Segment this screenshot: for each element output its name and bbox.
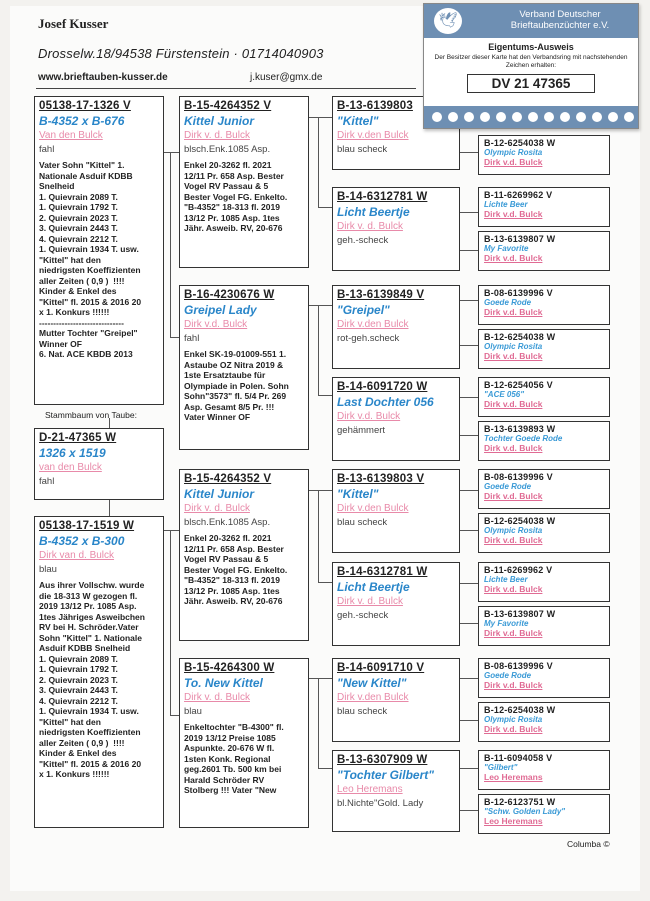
pigeon-name: My Favorite bbox=[484, 619, 529, 628]
pigeon-name: "Gilbert" bbox=[484, 763, 518, 772]
sire-card[interactable] bbox=[34, 96, 164, 405]
pigeon-name: "Kittel" bbox=[337, 114, 379, 128]
grandsire-paternal-card[interactable] bbox=[179, 96, 309, 268]
pigeon-name: Goede Rode bbox=[484, 298, 532, 307]
ring-number: B-12-6254038 W bbox=[484, 705, 556, 715]
ancestor-card[interactable] bbox=[332, 469, 460, 553]
great-grandparent-card[interactable] bbox=[478, 231, 610, 271]
ring-number: B-13-6139807 W bbox=[484, 609, 556, 619]
breeder-name: Dirk v. d. Bulck bbox=[184, 692, 250, 703]
ring-number: B-11-6269962 V bbox=[484, 190, 553, 200]
decorative-band bbox=[424, 106, 638, 128]
great-grandparent-card[interactable] bbox=[478, 794, 610, 834]
breeder-name: Dirk v.d. Bulck bbox=[484, 628, 543, 638]
pigeon-color: gehämmert bbox=[337, 425, 386, 436]
ring-number: D-21-47365 W bbox=[39, 432, 117, 444]
connector-line bbox=[170, 337, 179, 338]
subject-pigeon-card[interactable] bbox=[34, 428, 164, 500]
connector-line bbox=[460, 720, 478, 721]
great-grandparent-card[interactable] bbox=[478, 750, 610, 790]
breeder-name: van den Bulck bbox=[39, 462, 102, 473]
ancestor-card[interactable] bbox=[332, 285, 460, 369]
connector-line bbox=[460, 678, 478, 679]
ring-number: B-16-4230676 W bbox=[184, 289, 275, 301]
breeder-name: Dirk v. d. Bulck bbox=[337, 221, 403, 232]
pigeon-name: "Kittel" bbox=[337, 487, 379, 501]
breeder-name: Dirk v.d. Bulck bbox=[484, 535, 543, 545]
breeder-name: Dirk v.d. Bulck bbox=[484, 491, 543, 501]
pigeon-name: Last Dochter 056 bbox=[337, 395, 434, 409]
connector-line bbox=[309, 117, 332, 118]
connector-line bbox=[170, 715, 179, 716]
connector-line bbox=[460, 250, 478, 251]
connector-line bbox=[460, 435, 478, 436]
breeder-name: Dirk v.d. Bulck bbox=[484, 724, 543, 734]
ownership-card bbox=[423, 3, 639, 129]
grandsire-maternal-card[interactable] bbox=[179, 469, 309, 641]
great-grandparent-card[interactable] bbox=[478, 562, 610, 602]
pigeon-name: "Schw. Golden Lady" bbox=[484, 807, 566, 816]
ring-number: B-15-4264352 V bbox=[184, 100, 272, 112]
breeder-name: Dirk v.d. Bulck bbox=[484, 209, 543, 219]
connector-line bbox=[460, 212, 478, 213]
breeder-name: Dirk v.d. Bulck bbox=[484, 157, 543, 167]
granddam-paternal-card[interactable] bbox=[179, 285, 309, 450]
great-grandparent-card[interactable] bbox=[478, 377, 610, 417]
connector-line bbox=[318, 582, 332, 583]
pigeon-name: Tochter Goede Rode bbox=[484, 434, 563, 443]
pigeon-color: fahl bbox=[39, 144, 55, 155]
great-grandparent-card[interactable] bbox=[478, 421, 610, 461]
ring-number: B-12-6254056 V bbox=[484, 380, 553, 390]
connector-line bbox=[318, 305, 319, 395]
breeder-name: Dirk v.den Bulck bbox=[337, 130, 409, 141]
ring-number: B-13-6139803 V bbox=[337, 473, 425, 485]
breeder-name: Leo Heremans bbox=[337, 784, 403, 795]
ring-number: B-08-6139996 V bbox=[484, 661, 553, 671]
pigeon-color: rot-geh.scheck bbox=[337, 333, 400, 344]
pigeon-name: B-4352 x B-300 bbox=[39, 534, 125, 548]
ring-number: B-13-6307909 W bbox=[337, 754, 428, 766]
pigeon-color: blau bbox=[39, 564, 57, 575]
breeder-name: Dirk v.d. Bulck bbox=[184, 319, 248, 330]
pigeon-color: bl.Nichte"Gold. Lady bbox=[337, 798, 424, 809]
pigeon-name: "Greipel" bbox=[337, 303, 390, 317]
email-link[interactable]: j.kuser@gmx.de bbox=[250, 72, 323, 83]
pigeon-name: My Favorite bbox=[484, 244, 529, 253]
pigeon-name: Licht Beertje bbox=[337, 580, 410, 594]
ring-number: 05138-17-1326 V bbox=[39, 100, 131, 112]
ownership-card-title: Eigentums-Ausweis bbox=[488, 42, 574, 52]
connector-line bbox=[170, 530, 171, 715]
ring-number: B-08-6139996 V bbox=[484, 288, 553, 298]
pigeon-name: Goede Rode bbox=[484, 671, 532, 680]
pigeon-name: Lichte Beer bbox=[484, 200, 528, 209]
dove-logo-icon: 🕊 bbox=[434, 8, 462, 34]
website-link[interactable]: www.brieftauben-kusser.de bbox=[38, 72, 168, 83]
breeder-name: Dirk v.den Bulck bbox=[337, 503, 409, 514]
ring-number: B-14-6091720 W bbox=[337, 381, 428, 393]
connector-line bbox=[460, 152, 478, 153]
pigeon-color: geh.-scheck bbox=[337, 235, 389, 246]
pedigree-notes: Enkeltochter "B-4300" fl. 2019 13/12 Preise 1085 Aspunkte. 20-676 W fl. 1sten Konk. Regional geg.2601 Tb. 500 km bei Harald Schröder RV Stolberg !!! Vater "New bbox=[184, 722, 284, 795]
breeder-name: Dirk v.d. Bulck bbox=[484, 307, 543, 317]
pedigree-notes: Enkel 20-3262 fl. 2021 12/11 Pr. 658 Asp. Bester Vogel RV Passau & 5 Bester Vogel FG. Enkelto. "B-4352" 18-313 fl. 2019 13/12 Pr. 1085 Asp. 1tes Jähr. Asweib. RV, 20-676 bbox=[184, 160, 288, 233]
ring-number: B-12-6254038 W bbox=[484, 332, 556, 342]
pigeon-name: "ACE 056" bbox=[484, 390, 525, 399]
association-name: Verband Deutscher Brieftaubenzüchter e.V. bbox=[510, 9, 610, 31]
connector-line bbox=[460, 583, 478, 584]
pigeon-name: Olympic Rosita bbox=[484, 148, 543, 157]
pigeon-name: To. New Kittel bbox=[184, 676, 263, 690]
great-grandparent-card[interactable] bbox=[478, 658, 610, 698]
ancestor-card[interactable] bbox=[332, 750, 460, 832]
pigeon-color: fahl bbox=[39, 476, 55, 487]
connector-line bbox=[460, 490, 478, 491]
header-divider bbox=[36, 88, 416, 89]
pigeon-name: Greipel Lady bbox=[184, 303, 257, 317]
connector-line bbox=[170, 152, 171, 337]
granddam-maternal-card[interactable] bbox=[179, 658, 309, 828]
breeder-name: Dirk v.d. Bulck bbox=[337, 411, 401, 422]
pigeon-name: "Tochter Gilbert" bbox=[337, 768, 434, 782]
pigeon-color: blsch.Enk.1085 Asp. bbox=[184, 144, 271, 155]
ring-registration-number: DV 21 47365 bbox=[467, 74, 595, 93]
pigeon-name: Lichte Beer bbox=[484, 575, 528, 584]
breeder-name: Dirk v.d. Bulck bbox=[484, 584, 543, 594]
dam-card[interactable] bbox=[34, 516, 164, 828]
pedigree-notes: Aus ihrer Vollschw. wurde die 18-313 W gezogen fl. 2019 13/12 Pr. 1085 Asp. 1tes Jähriges Asweibchen RV bei H. Schröder.Vater Sohn "Kittel" 1. Nationale Asduif KDBB Snelheid 1. Quievrain 2089 T. 1. Quievrain 1792 T. 2. Quievrain 2023 T. 3. Quievrain 2443 T. 4. Quievrain 2212 T. 1. Quievrain 1934 T. usw. "Kittel" hat den niedrigsten Koeffizienten aller Zeiten ( 0,9 ) !!!! Kinder & Enkel des "Kittel" fl. 2015 & 2016 20 x 1. Konkurs !!!!!! bbox=[39, 580, 145, 779]
pigeon-name: Olympic Rosita bbox=[484, 526, 543, 535]
connector-line bbox=[460, 397, 478, 398]
connector-line bbox=[309, 305, 332, 306]
pigeon-color: geh.-scheck bbox=[337, 610, 389, 621]
pigeon-name: Kittel Junior bbox=[184, 114, 255, 128]
pigeon-name: 1326 x 1519 bbox=[39, 446, 106, 460]
ring-number: B-14-6091710 V bbox=[337, 662, 425, 674]
connector-line bbox=[460, 345, 478, 346]
breeder-name: Dirk v.den Bulck bbox=[337, 319, 409, 330]
breeder-name: Dirk v.d. Bulck bbox=[484, 253, 543, 263]
ring-number: B-14-6312781 W bbox=[337, 566, 428, 578]
pigeon-name: Olympic Rosita bbox=[484, 342, 543, 351]
connector-line bbox=[164, 152, 179, 153]
connector-line bbox=[460, 768, 478, 769]
ring-number: B-12-6123751 W bbox=[484, 797, 556, 807]
connector-line bbox=[318, 490, 319, 582]
connector-line bbox=[164, 530, 179, 531]
breeder-name: Dirk v. d. Bulck bbox=[337, 596, 403, 607]
breeder-name: Dirk v. d. Bulck bbox=[184, 130, 250, 141]
great-grandparent-card[interactable] bbox=[478, 513, 610, 553]
pigeon-color: blau bbox=[184, 706, 202, 717]
ancestor-card[interactable] bbox=[332, 562, 460, 646]
connector-line bbox=[460, 300, 478, 301]
ring-number: B-14-6312781 W bbox=[337, 191, 428, 203]
ring-number: B-15-4264352 V bbox=[184, 473, 272, 485]
connector-line bbox=[460, 810, 478, 811]
connector-line bbox=[109, 498, 110, 516]
connector-line bbox=[318, 117, 319, 207]
ancestor-card[interactable] bbox=[332, 377, 460, 461]
connector-line bbox=[309, 678, 332, 679]
connector-line bbox=[318, 207, 332, 208]
great-grandparent-card[interactable] bbox=[478, 187, 610, 227]
breeder-name: Dirk van d. Bulck bbox=[39, 550, 115, 561]
ring-number: 05138-17-1519 W bbox=[39, 520, 135, 532]
pigeon-color: fahl bbox=[184, 333, 200, 344]
connector-line bbox=[460, 623, 478, 624]
ring-number: B-12-6254038 W bbox=[484, 516, 556, 526]
ring-number: B-08-6139996 V bbox=[484, 472, 553, 482]
connector-line bbox=[460, 530, 478, 531]
ring-number: B-15-4264300 W bbox=[184, 662, 275, 674]
footer-credit: Columba © bbox=[567, 839, 610, 849]
ownership-card-text: Der Besitzer dieser Karte hat den Verbandsring mit nachstehenden Zeichen erhalten: bbox=[434, 54, 628, 69]
breeder-name: Dirk v. d. Bulck bbox=[184, 503, 250, 514]
great-grandparent-card[interactable] bbox=[478, 285, 610, 325]
pigeon-name: Licht Beertje bbox=[337, 205, 410, 219]
connector-line bbox=[318, 768, 332, 769]
connector-line bbox=[318, 678, 319, 768]
breeder-name: Dirk v.den Bulck bbox=[337, 692, 409, 703]
pedigree-notes: Enkel 20-3262 fl. 2021 12/11 Pr. 658 Asp. Bester Vogel RV Passau & 5 Bester Vogel FG. Enkelto. "B-4352" 18-313 fl. 2019 13/12 Pr. 1085 Asp. 1tes Jähr. Asweib. RV, 20-676 bbox=[184, 533, 288, 606]
pedigree-notes: Enkel SK-19-01009-551 1. Astaube OZ Nitra 2019 & 1ste Ersatztaube für Olympiade in Polen. Sohn Sohn"3573" fl. 5/4 Pr. 269 Asp. Gesamt 8/5 Pr. !!! Vater Winner OF bbox=[184, 349, 289, 422]
stammbaum-label: Stammbaum von Taube: bbox=[45, 410, 137, 420]
owner-address: Drosselw.18/94538 Fürstenstein · 01714040903 bbox=[38, 46, 324, 61]
pigeon-name: Goede Rode bbox=[484, 482, 532, 491]
breeder-name: Dirk v.d. Bulck bbox=[484, 399, 543, 409]
ring-number: B-13-6139893 W bbox=[484, 424, 556, 434]
connector-line bbox=[318, 395, 332, 396]
owner-name: Josef Kusser bbox=[38, 16, 109, 31]
breeder-name: Dirk v.d. Bulck bbox=[484, 680, 543, 690]
ancestor-card[interactable] bbox=[332, 187, 460, 271]
ownership-card-header bbox=[424, 4, 638, 38]
breeder-name: Leo Heremans bbox=[484, 816, 543, 826]
pigeon-color: blau scheck bbox=[337, 706, 388, 717]
connector-line bbox=[309, 490, 332, 491]
pigeon-name: Kittel Junior bbox=[184, 487, 255, 501]
ancestor-card[interactable] bbox=[332, 658, 460, 742]
pigeon-color: blau scheck bbox=[337, 517, 388, 528]
ring-number: B-11-6094058 V bbox=[484, 753, 553, 763]
great-grandparent-card[interactable] bbox=[478, 702, 610, 742]
breeder-name: Dirk v.d. Bulck bbox=[484, 351, 543, 361]
pigeon-name: "New Kittel" bbox=[337, 676, 407, 690]
great-grandparent-card[interactable] bbox=[478, 329, 610, 369]
great-grandparent-card[interactable] bbox=[478, 469, 610, 509]
pigeon-name: B-4352 x B-676 bbox=[39, 114, 125, 128]
ring-number: B-12-6254038 W bbox=[484, 138, 556, 148]
great-grandparent-card[interactable] bbox=[478, 135, 610, 175]
breeder-name: Leo Heremans bbox=[484, 772, 543, 782]
pigeon-color: blsch.Enk.1085 Asp. bbox=[184, 517, 271, 528]
pigeon-color: blau scheck bbox=[337, 144, 388, 155]
ring-number: B-13-6139803 bbox=[337, 100, 413, 112]
breeder-name: Dirk v.d. Bulck bbox=[484, 443, 543, 453]
breeder-name: Van den Bulck bbox=[39, 130, 103, 141]
ring-number: B-13-6139807 W bbox=[484, 234, 556, 244]
pigeon-name: Olympic Rosita bbox=[484, 715, 543, 724]
ring-number: B-13-6139849 V bbox=[337, 289, 425, 301]
pedigree-notes: Vater Sohn "Kittel" 1. Nationale Asduif KDBB Snelheid 1. Quievrain 2089 T. 1. Quievrain 1792 T. 2. Quievrain 2023 T. 3. Quievrain 2443 T. 4. Quievrain 2212 T. 1. Quievrain 1934 T. usw. "Kittel" hat den niedrigsten Koeffizienten aller Zeiten ( 0,9 ) !!!! Kinder & Enkel des "Kittel" fl. 2015 & 2016 20 x 1. Konkurs !!!!!! ------------------------------ Mutter Tochter "Greipel" Winner OF 6. Nat. ACE KBDB 2013 bbox=[39, 160, 142, 359]
great-grandparent-card[interactable] bbox=[478, 606, 610, 646]
ring-number: B-11-6269962 V bbox=[484, 565, 553, 575]
